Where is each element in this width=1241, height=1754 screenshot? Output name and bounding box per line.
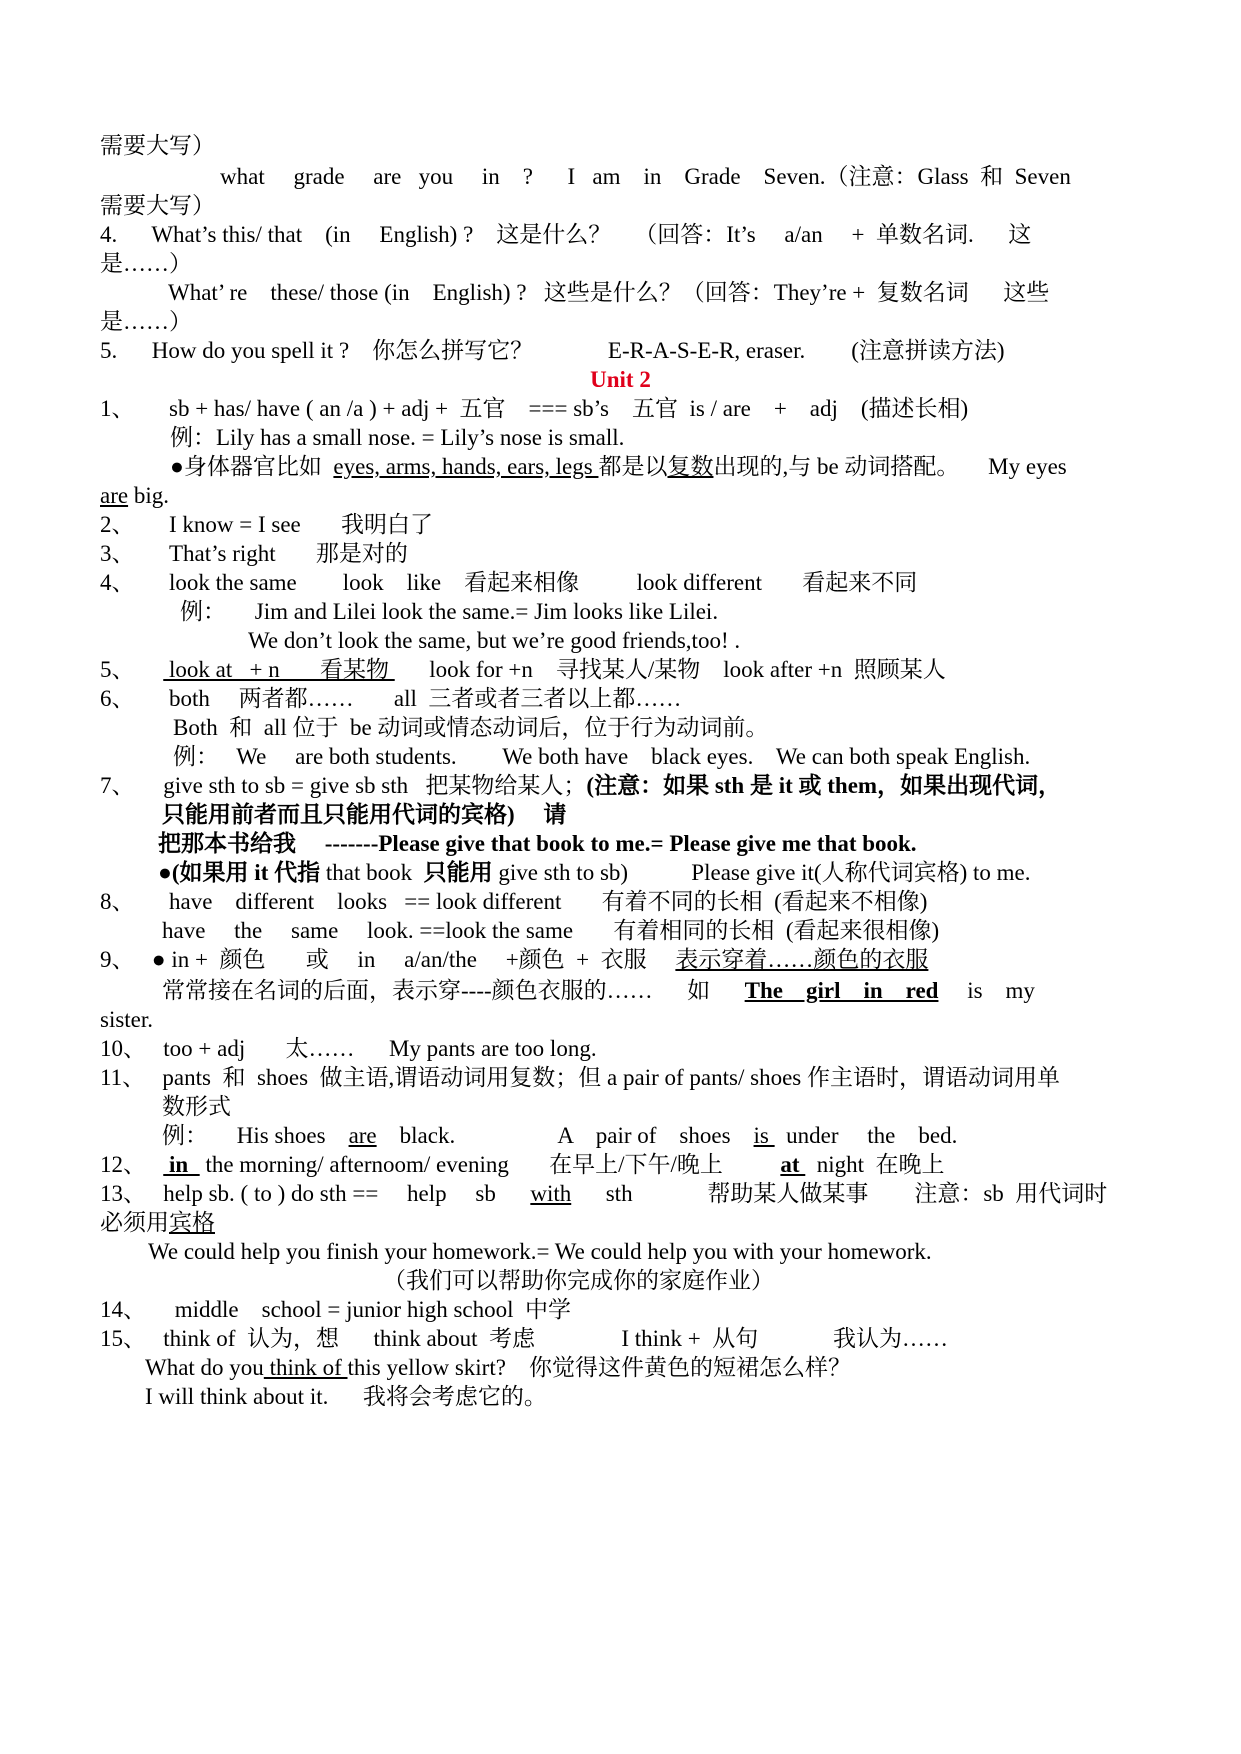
text-span: 5、 xyxy=(100,657,164,682)
text-line: （我们可以帮助你完成你的家庭作业） xyxy=(383,1268,774,1293)
text-span: this yellow skirt? 你觉得这件黄色的短裙怎么样？ xyxy=(347,1355,851,1380)
text-span: look for +n 寻找某人/某物 look after +n 照顾某人 xyxy=(394,657,946,682)
text-line xyxy=(100,770,1141,802)
text-line: 把那本书给我 -------Please give that book to me.= Please give me that book. xyxy=(158,831,917,856)
text-line: 数形式 xyxy=(162,1094,231,1119)
text-line xyxy=(100,654,1141,686)
underlined-text: think of xyxy=(263,1355,348,1380)
text-line: 需要大写） xyxy=(100,193,215,218)
underlined-text: The girl in red xyxy=(744,978,939,1003)
bold-text: ●(如果用 it 代指 xyxy=(158,860,321,885)
text-line: We don’t look the same, but we’re good friends,too! . xyxy=(248,628,741,653)
text-line: 只能用前者而且只能用代词的宾格) 请 xyxy=(162,802,567,827)
text-line xyxy=(158,857,1141,889)
underlined-text: eyes, arms, hands, ears, legs xyxy=(333,454,599,479)
text-line xyxy=(100,944,1141,976)
text-span: under the bed. xyxy=(774,1123,958,1148)
text-line xyxy=(100,1178,1141,1210)
text-span: 必须用 xyxy=(100,1210,169,1235)
text-span: 9、 ● in + 颜色 或 in a/an/the +颜色 + 衣服 xyxy=(100,947,676,972)
text-line: 例： We are both students. We both have black eyes. We can both speak English. xyxy=(173,744,1031,769)
text-line: 6、 both 两者都…… all 三者或者三者以上都…… xyxy=(100,686,682,711)
text-span: 7、 give sth to sb = give sb sth 把某物给某人； xyxy=(100,773,587,798)
text-span: big. xyxy=(128,483,169,508)
text-line: 14、 middle school = junior high school 中学 xyxy=(100,1297,572,1322)
text-line xyxy=(145,1352,1141,1384)
section-heading: Unit 2 xyxy=(590,367,651,392)
underlined-text: 宾格 xyxy=(169,1210,215,1235)
underlined-text: in xyxy=(163,1152,200,1177)
text-line: Both 和 all 位于 be 动词或情态动词后，位于行为动词前。 xyxy=(173,715,769,740)
underlined-text: 复数 xyxy=(667,454,714,479)
text-span: night 在晚上 xyxy=(805,1152,945,1177)
text-span: 12、 xyxy=(100,1152,164,1177)
text-line: I will think about it. 我将会考虑它的。 xyxy=(145,1384,547,1409)
text-span: 例： His shoes xyxy=(162,1123,349,1148)
underlined-text: are xyxy=(348,1123,377,1148)
bold-text: (注意：如果 sth 是 it 或 them，如果出现代词， xyxy=(586,773,1062,798)
text-span: that book xyxy=(320,860,424,885)
text-line: 5. How do you spell it ? 你怎么拼写它？ E-R-A-S-E-R, eraser. (注意拼读方法) xyxy=(100,338,1005,363)
text-line: what grade are you in ? I am in Grade Seven.（注意：Glass 和 Seven xyxy=(220,164,1071,189)
underlined-text: are xyxy=(100,483,129,508)
text-line: 是……） xyxy=(100,309,192,334)
text-span: ●身体器官比如 xyxy=(170,454,334,479)
text-span: is my xyxy=(938,978,1035,1003)
text-line: sister. xyxy=(100,1007,154,1032)
text-line: 4. What’s this/ that (in English) ? 这是什么？ （回答：It’s a/an + 单数名词. 这 xyxy=(100,222,1032,247)
text-span: 常常接在名词的后面，表示穿----颜色衣服的…… 如 xyxy=(162,978,745,1003)
text-line xyxy=(100,480,1141,512)
text-line: 8、 have different looks == look different 有着不同的长相 (看起来不相像) xyxy=(100,889,928,914)
text-line: 例：Lily has a small nose. = Lily’s nose is small. xyxy=(170,425,625,450)
text-span: 都是以 xyxy=(598,454,668,479)
text-span: 13、 help sb. ( to ) do sth == help sb xyxy=(100,1181,531,1206)
text-span: black. A pair of shoes xyxy=(376,1123,754,1148)
text-span: give sth to sb) Please give it(人称代词宾格) to me. xyxy=(492,860,1031,885)
text-span: sth 帮助某人做某事 注意：sb 用代词时 xyxy=(571,1181,1108,1206)
text-line: 10、 too + adj 太…… My pants are too long. xyxy=(100,1036,597,1061)
underlined-text: look at + n 看某物 xyxy=(163,657,395,682)
text-line: have the same look. ==look the same 有着相同的长相 (看起来很相像) xyxy=(162,918,940,943)
text-line xyxy=(100,1207,1141,1239)
bold-text: 只能用 xyxy=(423,860,493,885)
text-line: 3、 That’s right 那是对的 xyxy=(100,541,408,566)
text-line xyxy=(162,975,1141,1007)
text-span: the morning/ afternoom/ evening 在早上/下午/晚上 xyxy=(199,1152,781,1177)
text-line: 需要大写） xyxy=(100,133,215,158)
text-line xyxy=(100,1149,1141,1181)
underlined-text: with xyxy=(530,1181,572,1206)
text-line: 是……） xyxy=(100,251,192,276)
text-line: What’ re these/ those (in English) ? 这些是什么？（回答：They’re + 复数名词 这些 xyxy=(168,280,1050,305)
underlined-text: is xyxy=(753,1123,775,1148)
text-line: 1、 sb + has/ have ( an /a ) + adj + 五官 === sb’s 五官 is / are + adj (描述长相) xyxy=(100,396,969,421)
text-line xyxy=(170,451,1141,483)
text-line: We could help you finish your homework.= We could help you with your homework. xyxy=(148,1239,932,1264)
text-span: What do you xyxy=(145,1355,264,1380)
text-span: 出现的,与 be 动词搭配。 My eyes xyxy=(713,454,1067,479)
text-line: 4、 look the same look like 看起来相像 look different 看起来不同 xyxy=(100,570,918,595)
text-line: 2、 I know = I see 我明白了 xyxy=(100,512,434,537)
text-line: 例： Jim and Lilei look the same.= Jim looks like Lilei. xyxy=(180,599,719,624)
underlined-text: at xyxy=(780,1152,806,1177)
underlined-text: 表示穿着……颜色的衣服 xyxy=(675,947,929,972)
text-line: 15、 think of 认为，想 think about 考虑 I think + 从句 我认为…… xyxy=(100,1326,948,1351)
text-line: 11、 pants 和 shoes 做主语,谓语动词用复数；但 a pair of pants/ shoes 作主语时，谓语动词用单 xyxy=(100,1065,1060,1090)
text-line xyxy=(162,1120,1141,1152)
